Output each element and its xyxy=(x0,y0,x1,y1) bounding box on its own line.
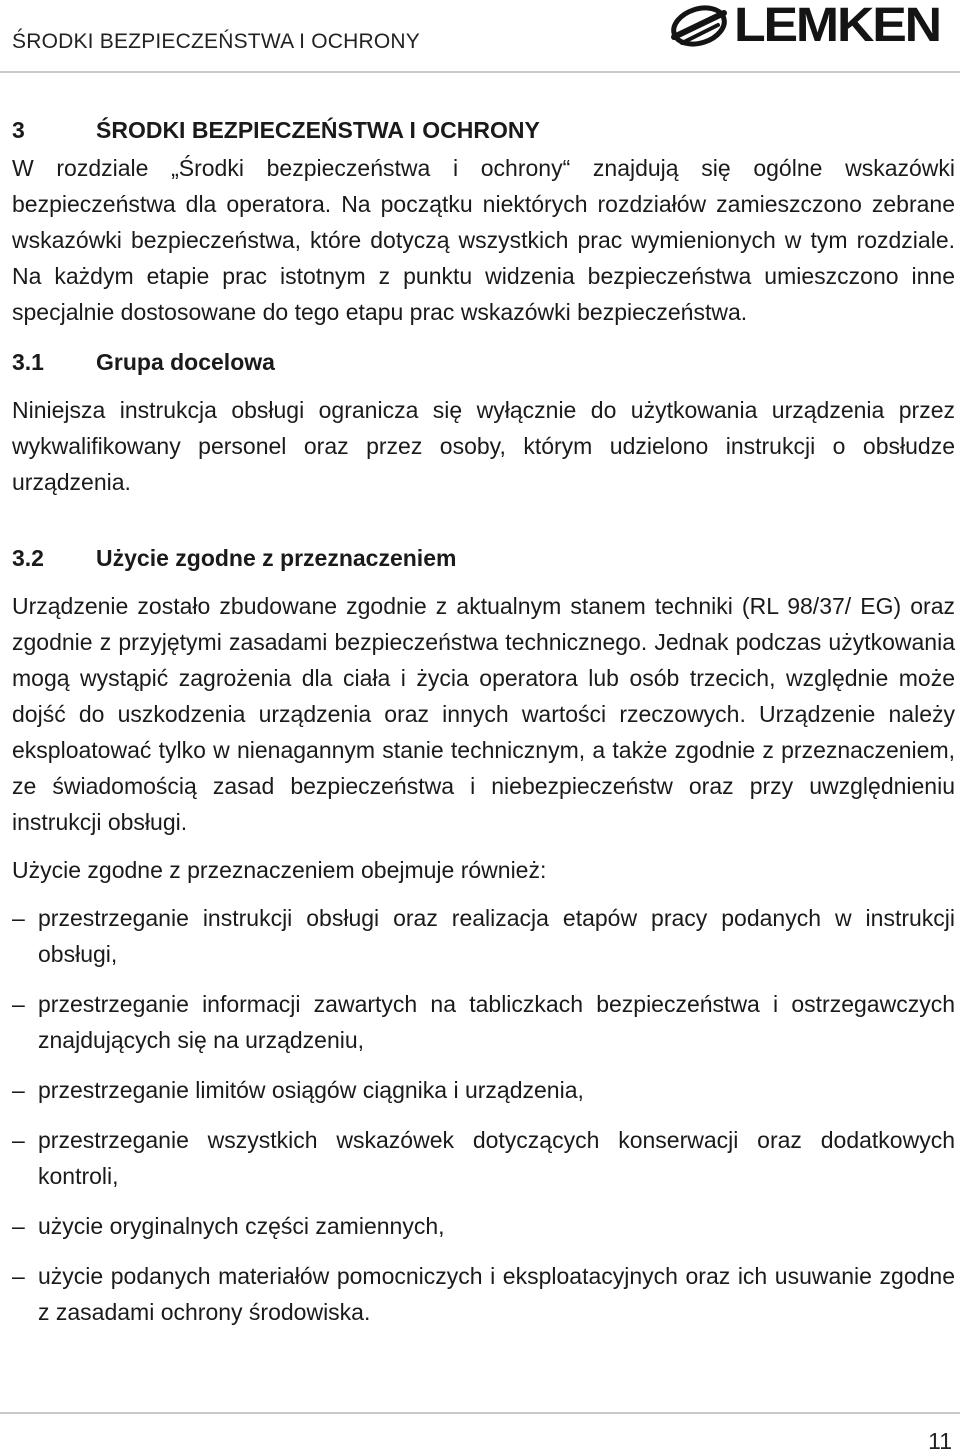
list-item-text: przestrzeganie instrukcji obsługi oraz realizacja etapów pracy podanych w instrukcji obsługi, xyxy=(38,905,955,967)
footer-rule xyxy=(0,1412,960,1414)
page-number: 11 xyxy=(928,1428,952,1454)
running-title: ŚRODKI BEZPIECZEŃSTWA I OCHRONY xyxy=(12,30,420,53)
section-3-1 xyxy=(12,344,955,500)
subsection-paragraph: Urządzenie zostało zbudowane zgodnie z aktualnym stanem techniki (RL 98/37/ EG) oraz zgodnie z przyjętymi zasadami bezpieczeństwa technicznego. Jednak podczas użytkowania mogą wystąpić zagrożenia dla ciała i życia operatora lub osób trzecich, względnie może dojść do uszkodzenia urządzenia oraz innych wartości rzeczowych. Urządzenie należy eksploatować tylko w nienagannym stanie technicznym, a także zgodnie z przeznaczeniem, ze świadomością zasad bezpieczeństwa i niebezpieczeństw oraz przy uwzględnieniu instrukcji obsługi. xyxy=(12,593,955,835)
section-3-2 xyxy=(12,540,955,1330)
list-item-text: przestrzeganie informacji zawartych na tabliczkach bezpieczeństwa i ostrzegawczych znajdujących się na urządzeniu, xyxy=(38,991,955,1053)
list-item xyxy=(12,1208,955,1244)
list-item xyxy=(12,1122,955,1194)
usage-list xyxy=(12,900,955,1330)
list-item xyxy=(12,1072,955,1108)
section-3 xyxy=(12,112,955,330)
subsection-title: Użycie zgodne z przeznaczeniem xyxy=(96,545,457,571)
subsection-number: 3.2 xyxy=(12,545,44,571)
logo-text: LEMKEN xyxy=(734,0,940,52)
subsection-title: Grupa docelowa xyxy=(96,349,275,375)
dash-bullet: – xyxy=(12,1213,25,1239)
lemken-logo xyxy=(668,0,952,52)
section-title: ŚRODKI BEZPIECZEŃSTWA I OCHRONY xyxy=(96,117,540,143)
list-item-text: użycie oryginalnych części zamiennych, xyxy=(38,1213,445,1239)
subsection-heading xyxy=(12,540,955,576)
dash-bullet: – xyxy=(12,1263,25,1289)
list-item xyxy=(12,986,955,1058)
header-rule xyxy=(0,71,960,73)
list-item xyxy=(12,900,955,972)
section-heading xyxy=(12,112,955,148)
dash-bullet: – xyxy=(12,1127,25,1153)
dash-bullet: – xyxy=(12,1077,25,1103)
list-item-text: przestrzeganie wszystkich wskazówek dotyczących konserwacji oraz dodatkowych kontroli, xyxy=(38,1127,955,1189)
subsection-heading xyxy=(12,344,955,380)
dash-bullet: – xyxy=(12,905,25,931)
list-intro: Użycie zgodne z przeznaczeniem obejmuje również: xyxy=(12,857,547,883)
page-content xyxy=(12,112,955,1344)
list-item-text: użycie podanych materiałów pomocniczych i eksploatacyjnych oraz ich usuwanie zgodne z zasadami ochrony środowiska. xyxy=(38,1263,955,1325)
subsection-number: 3.1 xyxy=(12,349,44,375)
list-item-text: przestrzeganie limitów osiągów ciągnika i urządzenia, xyxy=(38,1077,584,1103)
section-number: 3 xyxy=(12,117,25,143)
section-paragraph: W rozdziale „Środki bezpieczeństwa i ochrony“ znajdują się ogólne wskazówki bezpieczeństwa dla operatora. Na początku niektórych rozdziałów zamieszczono zebrane wskazówki bezpieczeństwa, które dotyczą wszystkich prac wymienionych w tym rozdziale. Na każdym etapie prac istotnym z punktu widzenia bezpieczeństwa umieszczono inne specjalnie dostosowane do tego etapu prac wskazówki bezpieczeństwa. xyxy=(12,155,955,325)
list-item xyxy=(12,1258,955,1330)
lemken-emblem-icon xyxy=(668,3,730,49)
dash-bullet: – xyxy=(12,991,25,1017)
page-header xyxy=(0,0,960,72)
subsection-paragraph: Niniejsza instrukcja obsługi ogranicza się wyłącznie do użytkowania urządzenia przez wykwalifikowany personel oraz przez osoby, którym udzielono instrukcji o obsłudze urządzenia. xyxy=(12,397,955,495)
